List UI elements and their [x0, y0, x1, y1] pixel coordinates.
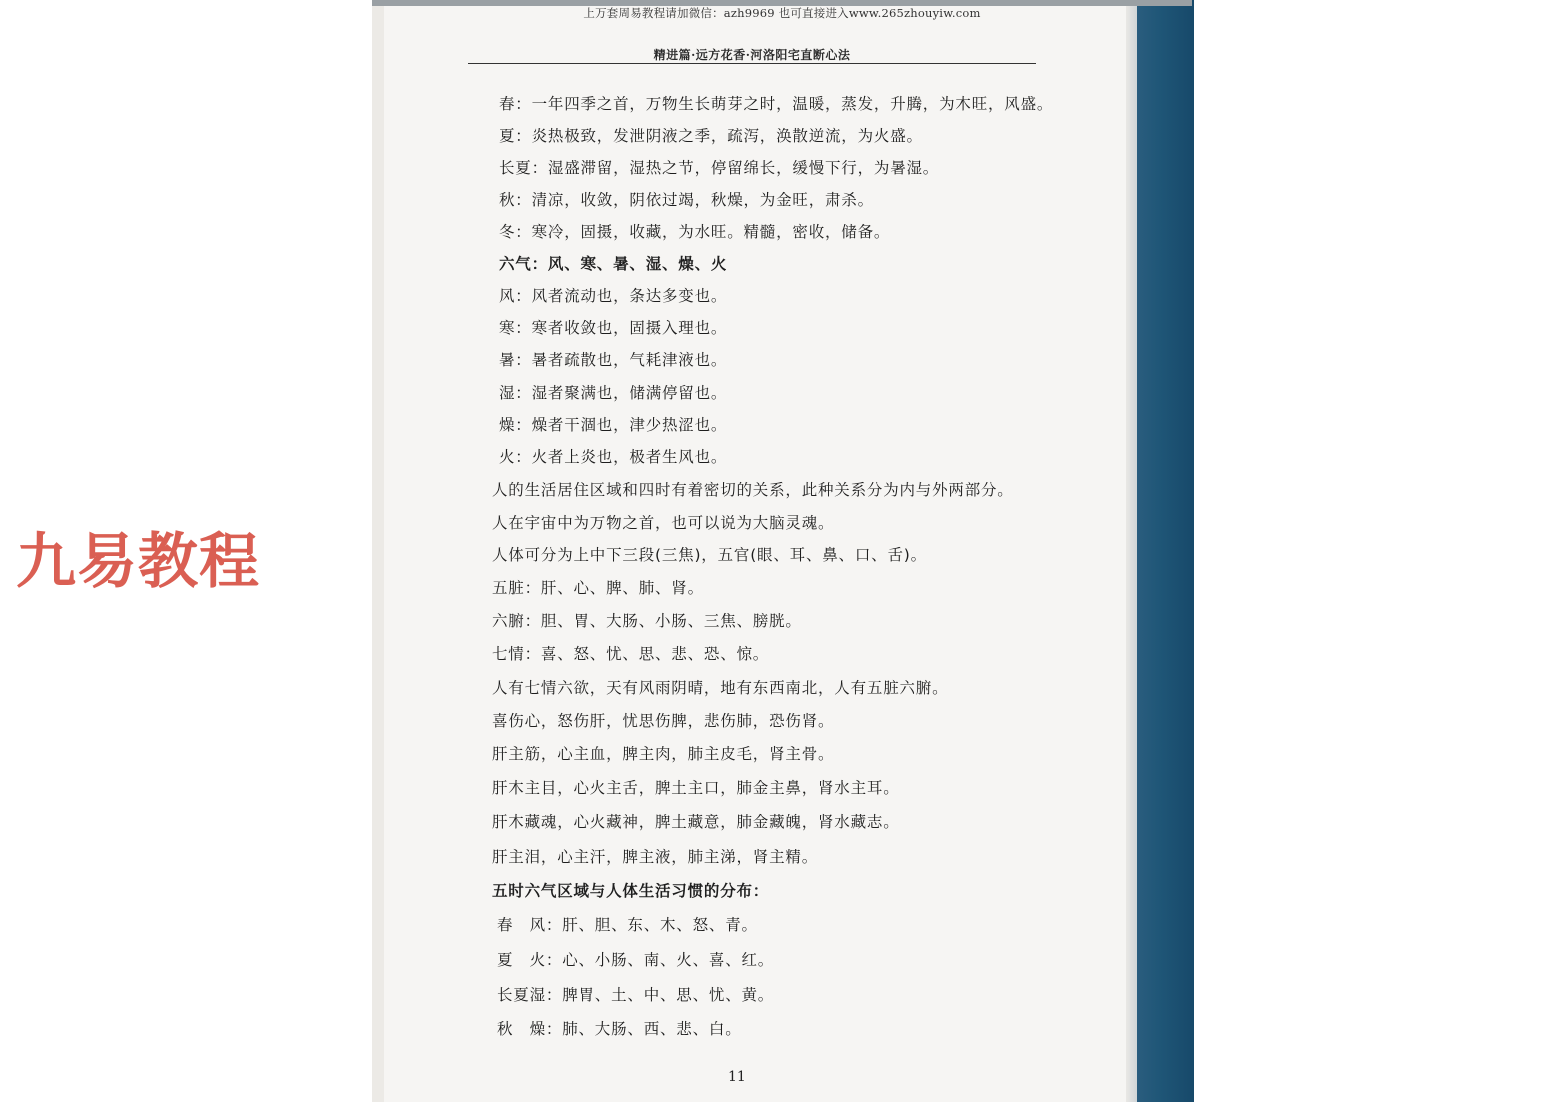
text-line: 人在宇宙中为万物之首，也可以说为大脑灵魂。 — [492, 514, 835, 532]
text-line: 人体可分为上中下三段(三焦)，五官(眼、耳、鼻、口、舌)。 — [492, 546, 927, 564]
running-header: 精进篇·远方花香·河洛阳宅直断心法 — [653, 48, 851, 62]
text-line: 六腑：胆、胃、大肠、小肠、三焦、膀胱。 — [492, 612, 802, 630]
text-line: 夏 火：心、小肠、南、火、喜、红。 — [497, 951, 775, 969]
text-line: 肝木主目，心火主舌，脾土主口，肺金主鼻，肾水主耳。 — [492, 779, 900, 797]
text-line: 七情：喜、怒、忧、思、悲、恐、惊。 — [492, 645, 770, 663]
text-line: 风：风者流动也，条达多变也。 — [499, 287, 728, 305]
watermark-logo: 九易教程 — [16, 527, 260, 597]
text-line: 肝主泪，心主汗，脾主液，肺主涕，肾主精。 — [492, 848, 819, 866]
text-line: 春：一年四季之首，万物生长萌芽之时，温暖，蒸发，升腾，为木旺，风盛。 — [499, 95, 1054, 113]
text-line: 火：火者上炎也，极者生风也。 — [499, 448, 728, 466]
text-line: 夏：炎热极致，发泄阴液之季，疏泻，涣散逆流，为火盛。 — [499, 127, 923, 145]
text-line: 秋：清凉，收敛，阴依过竭，秋燥，为金旺，肃杀。 — [499, 191, 874, 209]
text-line: 肝主筋，心主血，脾主肉，肺主皮毛，肾主骨。 — [492, 745, 835, 763]
page-number: 11 — [728, 1069, 746, 1085]
text-line: 长夏：湿盛滞留，湿热之节，停留绵长，缓慢下行，为暑湿。 — [499, 159, 940, 177]
text-line: 春 风：肝、胆、东、木、怒、青。 — [497, 916, 758, 934]
section-heading: 五时六气区域与人体生活习惯的分布： — [492, 882, 770, 900]
text-line: 秋 燥：肺、大肠、西、悲、白。 — [497, 1020, 742, 1038]
text-line: 肝木藏魂，心火藏神，脾土藏意，肺金藏魄，肾水藏志。 — [492, 813, 900, 831]
text-line: 人有七情六欲，天有风雨阴晴，地有东西南北，人有五脏六腑。 — [492, 679, 949, 697]
promo-banner: 上万套周易教程请加微信：azh9969 也可直接进入www.265zhouyiw.com — [583, 6, 981, 20]
text-line: 暑：暑者疏散也，气耗津液也。 — [499, 351, 728, 369]
text-line: 冬：寒冷，固摄，收藏，为水旺。精髓，密收，储备。 — [499, 223, 891, 241]
text-line: 燥：燥者干涸也，津少热涩也。 — [499, 416, 728, 434]
book-cover-edge — [1137, 0, 1194, 1102]
header-rule — [468, 63, 1036, 64]
text-line: 寒：寒者收敛也，固摄入理也。 — [499, 319, 728, 337]
text-line: 人的生活居住区域和四时有着密切的关系，此种关系分为内与外两部分。 — [492, 481, 1014, 499]
text-line: 喜伤心，怒伤肝，忧思伤脾，悲伤肺，恐伤肾。 — [492, 712, 835, 730]
text-line: 湿：湿者聚满也，储满停留也。 — [499, 384, 728, 402]
section-heading: 六气：风、寒、暑、湿、燥、火 — [499, 255, 728, 273]
text-line: 五脏：肝、心、脾、肺、肾。 — [492, 579, 704, 597]
text-line: 长夏湿：脾胃、土、中、思、忧、黄。 — [497, 986, 775, 1004]
